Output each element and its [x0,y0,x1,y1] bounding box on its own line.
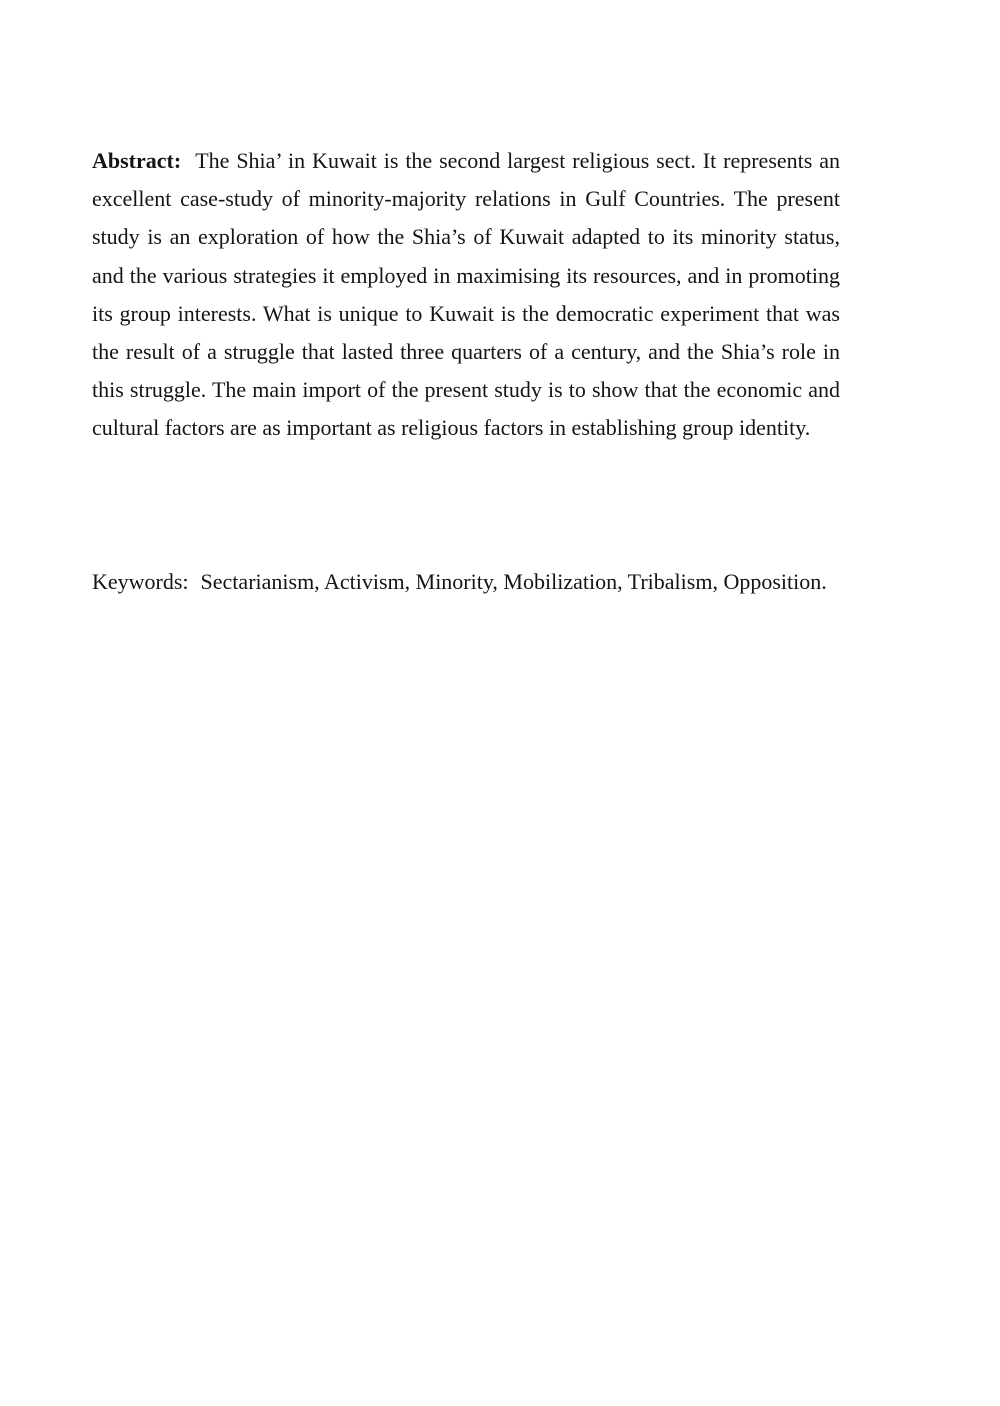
keywords-text: Sectarianism, Activism, Minority, Mobilization, Tribalism, Opposition. [200,569,827,594]
abstract-text: The Shia’ in Kuwait is the second largest religious sect. It represents an excellent case-study of minority-majority relations in Gulf Countries. The present study is an exploration of how the Shia’s of Kuwait adapted to its minority status, and the various strategies it employed in maximising its resources, and in promoting its group interests. What is unique to Kuwait is the democratic experiment that was the result of a struggle that lasted three quarters of a century, and the Shia’s role in this struggle. The main import of the present study is to show that the economic and cultural factors are as important as religious factors in establishing group identity. [92,148,840,441]
abstract-paragraph [92,142,840,448]
keywords-paragraph [92,563,840,601]
keywords-label: Keywords: [92,569,189,594]
abstract-label: Abstract: [92,148,182,173]
